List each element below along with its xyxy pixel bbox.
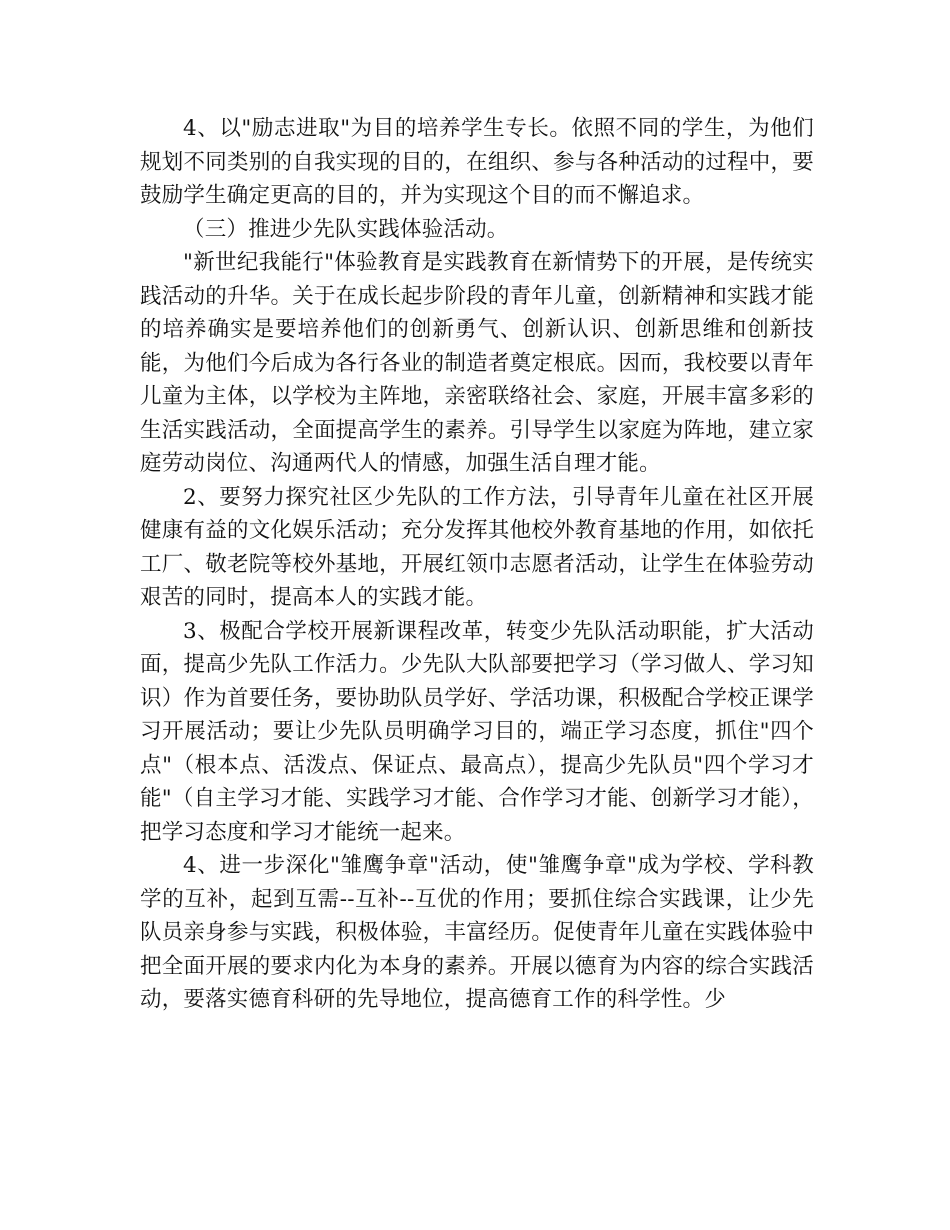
section-heading: （三）推进少先队实践体验活动。 <box>183 216 509 242</box>
paragraph-5: 4、进一步深化"雏鹰争章"活动，使"雏鹰争章"成为学校、学科教学的互补，起到互需--互补--互优的作用；要抓住综合实践课，让少先队员亲身参与实践，积极体验，丰富经历。促使青年儿童在实践体验中把全面开展的要求内化为本身的素养。开展以德育为内容的综合实践活动，要落实德育科研的先导地位，提高德育工作的科学性。少 <box>140 853 814 1012</box>
paragraph-3: 2、要努力探究社区少先队的工作方法，引导青年儿童在社区开展健康有益的文化娱乐活动；充分发挥其他校外教育基地的作用，如依托工厂、敬老院等校外基地，开展红领巾志愿者活动，让学生在体验劳动艰苦的同时，提高本人的实践才能。 <box>140 484 814 610</box>
paragraph-1: 4、以"励志进取"为目的培养学生专长。依照不同的学生，为他们规划不同类别的自我实现的目的，在组织、参与各种活动的过程中，要鼓励学生确定更高的目的，并为实现这个目的而不懈追求。 <box>140 116 814 208</box>
paragraph-4: 3、极配合学校开展新课程改革，转变少先队活动职能，扩大活动面，提高少先队工作活力。少先队大队部要把学习（学习做人、学习知识）作为首要任务，要协助队员学好、学活功课，积极配合学校正课学习开展活动；要让少先队员明确学习目的，端正学习态度，抓住"四个点"（根本点、活泼点、保证点、最高点），提高少先队员"四个学习才能"（自主学习才能、实践学习才能、合作学习才能、创新学习才能），把学习态度和学习才能统一起来。 <box>140 618 814 845</box>
document-page <box>140 112 814 1017</box>
paragraph-2: "新世纪我能行"体验教育是实践教育在新情势下的开展，是传统实践活动的升华。关于在成长起步阶段的青年儿童，创新精神和实践才能的培养确实是要培养他们的创新勇气、创新认识、创新思维和创新技能，为他们今后成为各行各业的制造者奠定根底。因而，我校要以青年儿童为主体，以学校为主阵地，亲密联络社会、家庭，开展丰富多彩的生活实践活动，全面提高学生的素养。引导学生以家庭为阵地，建立家庭劳动岗位、沟通两代人的情感，加强生活自理才能。 <box>140 250 814 476</box>
